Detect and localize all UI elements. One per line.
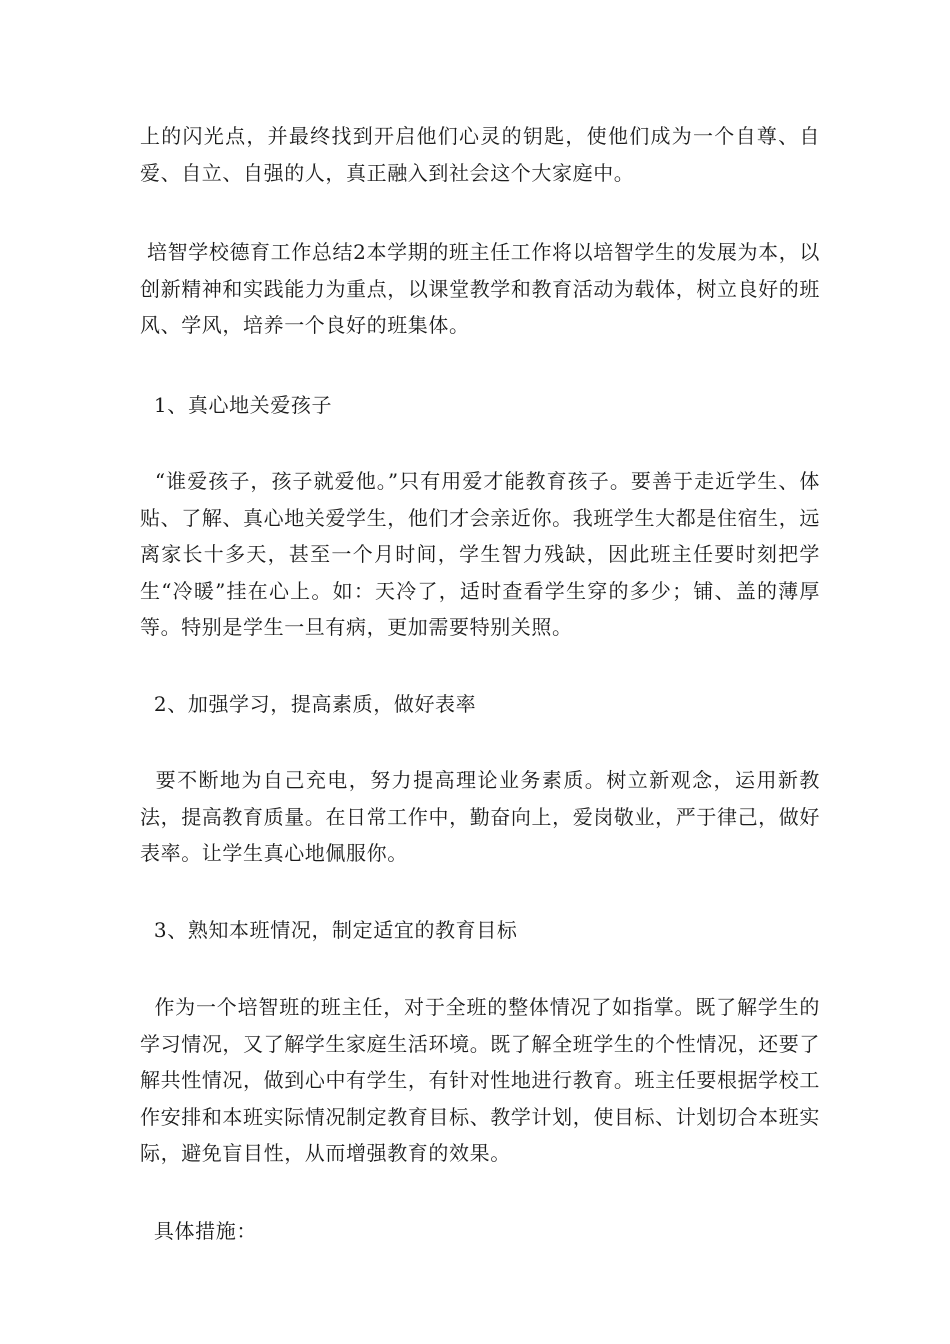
- paragraph-summary-2: 培智学校德育工作总结2本学期的班主任工作将以培智学生的发展为本，以创新精神和实践能力为重点，以课堂教学和教育活动为载体，树立良好的班风、学风，培养一个良好的班集体。: [140, 240, 820, 337]
- paragraph-strengthen-learning: 要不断地为自己充电，努力提高理论业务素质。树立新观念，运用新教法，提高教育质量。在日常工作中，勤奋向上，爱岗敬业，严于律己，做好表率。让学生真心地佩服你。: [140, 768, 820, 865]
- heading-care-for-children: 1、真心地关爱孩子: [140, 392, 333, 417]
- paragraph-care-for-children: “谁爱孩子，孩子就爱他。”只有用爱才能教育孩子。要善于走近学生、体贴、了解、真心地关爱学生，他们才会亲近你。我班学生大都是住宿生，远离家长十多天，甚至一个月时间，学生智力残缺，因此班主任要时刻把学生“冷暖”挂在心上。如：天冷了，适时查看学生穿的多少；铺、盖的薄厚等。特别是学生一旦有病，更加需要特别关照。: [140, 469, 821, 639]
- document-page: [140, 118, 820, 1249]
- paragraph-intro-continuation: 上的闪光点，并最终找到开启他们心灵的钥匙，使他们成为一个自尊、自爱、自立、自强的人，真正融入到社会这个大家庭中。: [140, 124, 820, 185]
- heading-know-class-situation: 3、熟知本班情况，制定适宜的教育目标: [140, 917, 518, 942]
- paragraph-know-class-situation: 作为一个培智班的班主任，对于全班的整体情况了如指掌。既了解学生的学习情况，又了解学生家庭生活环境。既了解全班学生的个性情况，还要了解共性情况，做到心中有学生，有针对性地进行教育。班主任要根据学校工作安排和本班实际情况制定教育目标、教学计划，使目标、计划切合本班实际，避免盲目性，从而增强教育的效果。: [140, 995, 821, 1165]
- heading-specific-measures: 具体措施：: [140, 1218, 257, 1243]
- heading-strengthen-learning: 2、加强学习，提高素质，做好表率: [140, 691, 477, 716]
